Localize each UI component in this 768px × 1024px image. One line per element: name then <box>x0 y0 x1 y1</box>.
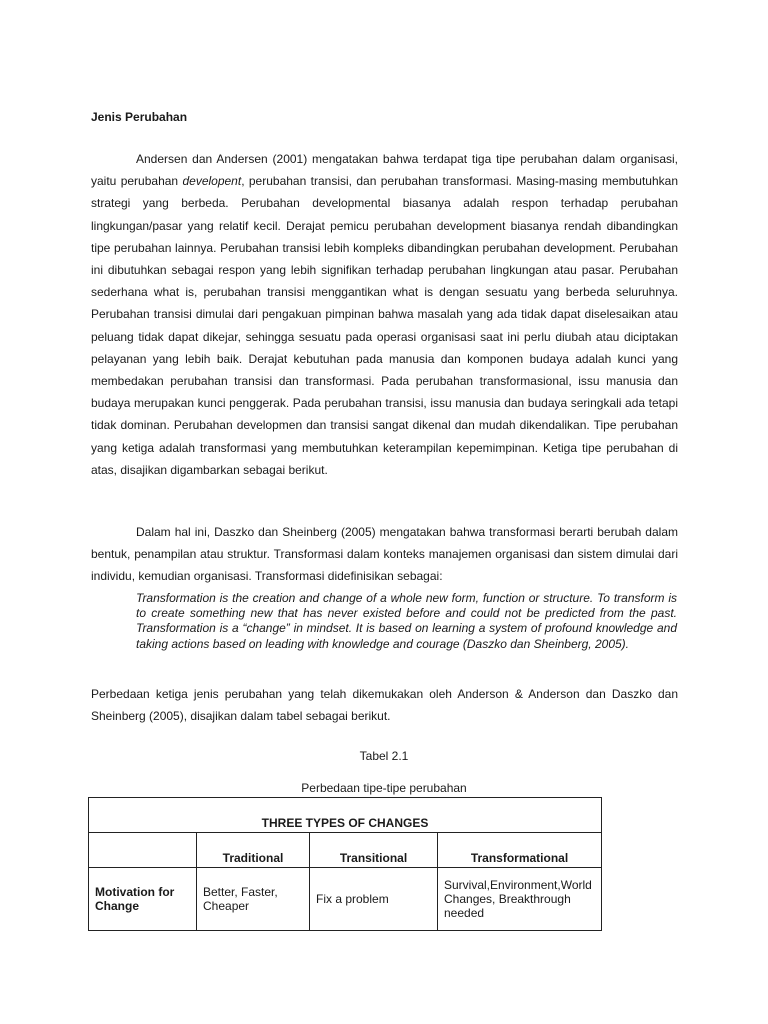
section-heading: Jenis Perubahan <box>91 110 188 124</box>
paragraph-andersen-italic: developent <box>182 174 242 189</box>
paragraph-andersen-text-2: , perubahan transisi, dan perubahan transformasi. Masing-masing membutuhkan strategi yang berbeda. Perubahan developmental biasanya adalah respon terhadap perubahan lingkungan/pasar yang relatif kecil. Derajat pemicu perubahan development biasanya rendah dibandingkan tipe perubahan lainnya. Perubahan transisi lebih kompleks dibandingkan perubahan development. Perubahan ini dibutuhkan sebagai respon yang lebih signifikan terhadap perubahan lingkungan atau pasar. Perubahan sederhana what is, perubahan transisi menggantikan what is dengan sesuatu yang berbeda seluruhnya. Perubahan transisi dimulai dari pengakuan pimpinan bahwa masalah yang ada tidak dapat diselesaikan atau peluang tidak dapat dikejar, sehingga sesuatu pada operasi organisasi saat ini perlu diubah atau diciptakan pelayanan yang lebih baik. Derajat kebutuhan pada manusia dan komponen budaya adalah kunci yang membedakan perubahan transisi dan transformasi. Pada perubahan transformasional, issu manusia dan budaya merupakan kunci penggerak. Pada perubahan transisi, issu manusia dan budaya seringkali ada tetapi tidak dominan. Perubahan developmen dan transisi sangat dikenal dan mudah dikendalikan. Tipe perubahan yang ketiga adalah transformasi yang membutuhkan keterampilan kepemimpinan. Ketiga tipe perubahan di atas, disajikan digambarkan sebagai berikut. <box>91 174 678 477</box>
paragraph-andersen-text-1: Andersen dan Andersen (2001) mengatakan bahwa terdapat tiga tipe perubahan dalam organisasi, yaitu perubahan <box>91 152 678 189</box>
paragraph-daszko-text: Dalam hal ini, Daszko dan Sheinberg (2005) mengatakan bahwa transformasi berarti berubah dalam bentuk, penampilan atau struktur. Transformasi dalam konteks manajemen organisasi dan sistem dimulai dari individu, kemudian organisasi. Transformasi didefinisikan sebagai: <box>91 525 678 584</box>
table-title-row <box>89 798 602 833</box>
paragraph-daszko <box>91 521 678 588</box>
table-caption: Perbedaan tipe-tipe perubahan <box>301 781 467 795</box>
cell-traditional: Better, Faster, Cheaper <box>197 868 310 931</box>
header-traditional: Traditional <box>197 833 310 868</box>
header-empty <box>89 833 197 868</box>
table-row <box>89 868 602 931</box>
paragraph-andersen <box>91 148 678 481</box>
table-number: Tabel 2.1 <box>359 749 409 763</box>
header-transitional: Transitional <box>310 833 438 868</box>
transformation-quote: Transformation is the creation and change of a whole new form, function or structure. To transform is to create something new that has never existed before and could not be predicted from the past. Transformation is a “change” in mindset. It is based on learning a system of profound knowledge and taking actions based on leading with knowledge and courage (Daszko dan Sheinberg, 2005). <box>136 591 677 651</box>
header-transformational: Transformational <box>438 833 602 868</box>
row-label-motivation: Motivation for Change <box>89 868 197 931</box>
table-header-row <box>89 833 602 868</box>
paragraph-perbedaan: Perbedaan ketiga jenis perubahan yang telah dikemukakan oleh Anderson & Anderson dan Daszko dan Sheinberg (2005), disajikan dalam tabel sebagai berikut. <box>91 687 678 724</box>
cell-transformational: Survival,Environment,World Changes, Breakthrough needed <box>438 868 602 931</box>
cell-transitional: Fix a problem <box>310 868 438 931</box>
changes-table <box>88 797 602 931</box>
table-title: THREE TYPES OF CHANGES <box>89 798 602 833</box>
